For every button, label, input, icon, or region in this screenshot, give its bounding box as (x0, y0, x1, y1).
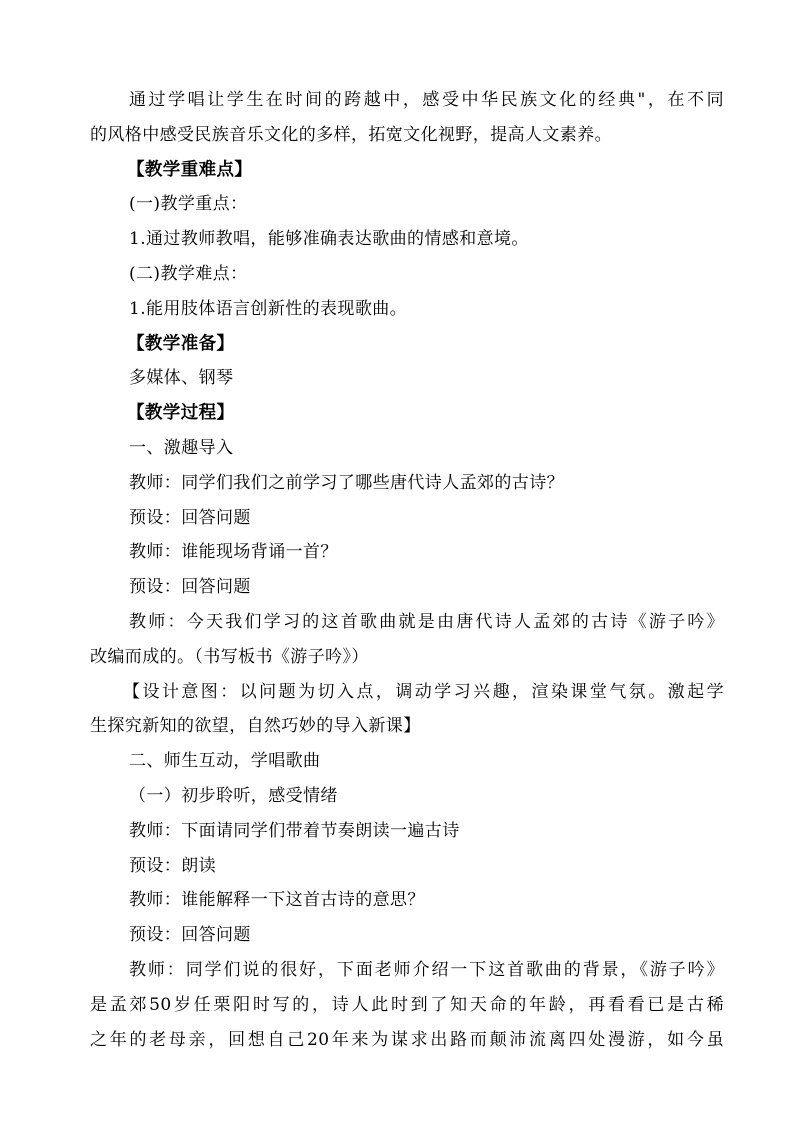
paragraph-line: 生探究新知的欲望，自然巧妙的导入新课】 (90, 716, 421, 737)
subheading-difficulty: (二)教学难点： (129, 263, 248, 284)
list-item: 1.通过教师教唱，能够准确表达歌曲的情感和意境。 (129, 229, 529, 250)
dialogue-preset: 预设：回答问题 (129, 925, 251, 946)
paragraph-line: 之年的老母亲，回想自己20年来为谋求出路而颠沛流离四处漫游，如今虽 (90, 1029, 724, 1050)
subheading-key-point: (一)教学重点： (129, 194, 248, 215)
paragraph-line: 是孟郊50岁任栗阳时写的，诗人此时到了知天命的年龄，再看看已是古稀 (90, 994, 724, 1015)
step-heading: 二、师生互动，学唱歌曲 (129, 751, 321, 772)
list-item: 1.能用肢体语言创新性的表现歌曲。 (129, 298, 408, 319)
paragraph-line: 通过学唱让学生在时间的跨越中，感受中华民族文化的经典"，在不同 (129, 90, 724, 110)
section-heading-key-points: 【教学重难点】 (127, 159, 253, 180)
dialogue-teacher: 教师：同学们我们之前学习了哪些唐代诗人孟郊的古诗？ (129, 472, 564, 493)
step-heading: 一、激趣导入 (129, 437, 234, 458)
dialogue-teacher: 教师：谁能现场背诵一首？ (129, 542, 338, 563)
paragraph-line: 改编而成的。（书写板书《游子吟》） (90, 646, 369, 667)
section-heading-preparation: 【教学准备】 (127, 333, 235, 354)
paragraph-line: 的风格中感受民族音乐文化的多样，拓宽文化视野，提高人文素养。 (90, 124, 612, 145)
dialogue-preset: 预设：朗读 (129, 855, 216, 876)
substep-heading: （一）初步聆听，感受情绪 (129, 785, 338, 806)
dialogue-teacher: 教师：同学们说的很好，下面老师介绍一下这首歌曲的背景，《游子吟》 (129, 959, 724, 980)
dialogue-teacher: 教师：下面请同学们带着节奏朗读一遍古诗 (129, 820, 460, 841)
document-page (90, 83, 724, 1057)
section-heading-process: 【教学过程】 (127, 403, 235, 424)
dialogue-preset: 预设：回答问题 (129, 577, 251, 598)
preparation-items: 多媒体、钢琴 (129, 368, 234, 389)
dialogue-teacher: 教师：今天我们学习的这首歌曲就是由唐代诗人孟郊的古诗《游子吟》 (129, 611, 724, 632)
design-intent-note: 【设计意图：以问题为切入点，调动学习兴趣，渲染课堂气氛。激起学 (123, 681, 724, 702)
dialogue-preset: 预设：回答问题 (129, 507, 251, 528)
dialogue-teacher: 教师：谁能解释一下这首古诗的意思？ (129, 890, 425, 911)
